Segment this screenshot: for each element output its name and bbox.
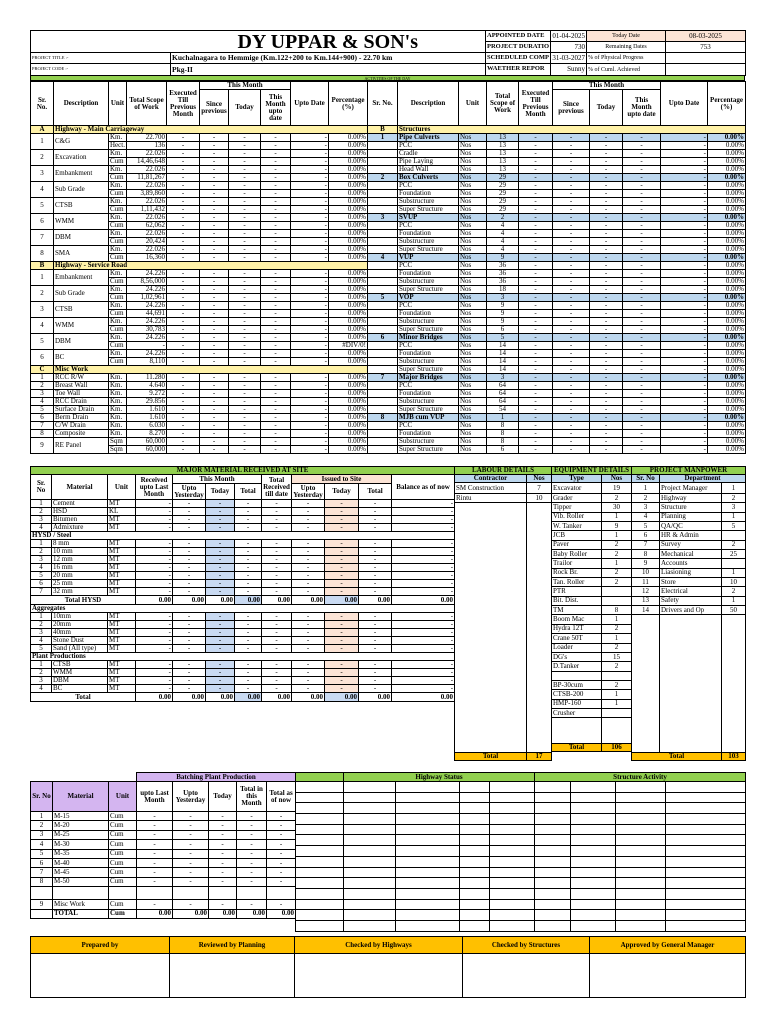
table-row: Plant Productions	[31, 653, 455, 661]
checked-highways: Checked by Highways	[295, 937, 463, 954]
table-row: 4 Sub Grade Km. 22.026 - - - - - 0.00%	[31, 182, 368, 190]
remaining-days: 753	[666, 42, 746, 53]
table-row: Cum - - - - - - #DIV/0!	[110, 341, 367, 349]
table-row: BP-30cum 2	[552, 680, 632, 689]
table-row: 8 Mechanical 25	[632, 550, 746, 559]
table-row: Sqm 60,000 - - - - - 0.00%	[110, 445, 367, 453]
table-row: A Highway - Main Carriageway	[31, 126, 368, 134]
table-row: 2 WMM MT - - - - - - - - -	[31, 669, 455, 677]
table-row: Cum 8,56,000 - - - - - 0.00%	[110, 277, 367, 285]
table-row: Boom Mac 1	[552, 615, 632, 624]
table-row: Super Structure Nos 14 - - - - - 0.00%	[368, 366, 746, 374]
table-row: 3 12 mm MT - - - - - - - - -	[31, 556, 455, 564]
status-area	[295, 772, 746, 932]
header-row: Sr. No Department	[632, 475, 746, 483]
table-row: Cum 16,360 - - - - - 0.00%	[110, 253, 367, 261]
table-row: 5 QA/QC 5	[632, 522, 746, 531]
table-row: 2 Box Culverts Nos 29 - - - - - 0.00%	[368, 174, 746, 182]
labour-table	[454, 466, 552, 761]
title-row: LABOUR DETAILS	[455, 467, 552, 475]
sign-box	[590, 954, 746, 998]
header-row: Sr. No. Description Unit Total Scope of Work Executed Till Previous Month This Month Upto Date Percentage (%)	[31, 82, 368, 90]
table-row: 7 C/W Drain Km. 6.030 - - - - - 0.00%	[31, 422, 368, 430]
table-row: 5 DBM Km. 24.226 - - - - - 0.00%	[31, 334, 368, 342]
table-row: 3 Toe Wall Km. 9.272 - - - - - 0.00%	[31, 390, 368, 398]
table-row	[296, 867, 746, 878]
table-row: 6 Berm Drain Km. 1.610 - - - - - 0.00%	[31, 414, 368, 422]
table-row: Foundation Nos 64 - - - - - 0.00%	[368, 390, 746, 398]
table-row: TM 8	[552, 606, 632, 615]
table-row	[296, 835, 746, 846]
table-row: 4 M-30 Cum - - - - -	[31, 840, 296, 849]
table-row: 4 Stone Dust MT - - - - - - - - -	[31, 637, 455, 645]
highway-progress-table	[30, 81, 368, 454]
sign-box	[170, 954, 295, 998]
table-row	[296, 888, 746, 899]
table-row: Crusher	[552, 708, 632, 717]
table-row	[296, 899, 746, 910]
table-row: 4 Admixture MT - - - - - - - - -	[31, 524, 455, 532]
table-row: 3 SVUP Nos 2 - - - - - 0.00%	[368, 214, 746, 222]
table-row: 8 SMA Km. 22.026 - - - - - 0.00%	[31, 246, 368, 254]
table-row: Cum 1,11,432 - - - - - 0.00%	[110, 205, 367, 213]
table-row: B Structures	[368, 126, 746, 134]
table-row: Super Structure Nos 54 - - - - - 0.00%	[368, 406, 746, 414]
manpower-table	[631, 466, 746, 761]
reviewed-by: Reviewed by Planning	[170, 937, 295, 954]
table-row: Total HYSD 0.00 0.00 0.00 0.00 0.00 0.00 0.00 0.00 0.00	[31, 596, 455, 605]
table-row: Super Structure Nos 4 - - - - - 0.00%	[368, 246, 746, 254]
table-row: 12 Electrical 2	[632, 587, 746, 596]
table-row: Cum 1,02,961 - - - - - 0.00%	[110, 293, 367, 301]
table-row: Tan. Roller 2	[552, 578, 632, 587]
table-row: Rintu 10	[455, 494, 552, 503]
table-row: PCC Nos 8 - - - - - 0.00%	[368, 422, 746, 430]
table-row: 3 Bitumen MT - - - - - - - - -	[31, 516, 455, 524]
table-row: 1 8 mm MT - - - - - - - - -	[31, 540, 455, 548]
table-row: 5 M-35 Cum - - - - -	[31, 849, 296, 858]
table-row: 2 M-20 Cum - - - - -	[31, 821, 296, 830]
table-row: Pipe Laying Nos 13 - - - - - 0.00%	[368, 158, 746, 166]
company-title: DY UPPAR & SON's	[171, 31, 486, 53]
title-row: PROJECT MANPOWER	[632, 467, 746, 475]
table-row: 6 Minor Bridges Nos 5 - - - - - 0.00%	[368, 334, 746, 342]
table-row: Substructure Nos 36 - - - - - 0.00%	[368, 278, 746, 286]
table-row: 2 10 mm MT - - - - - - - - -	[31, 548, 455, 556]
table-row: Excavator 19	[552, 483, 632, 494]
table-row: HMP-160 1	[552, 699, 632, 708]
title-row: Highway Status Structure Activity	[296, 773, 746, 782]
approved-by: Approved by General Manager	[590, 937, 746, 954]
table-row: 8 MJB cum VUP Nos 1 - - - - - 0.00%	[368, 414, 746, 422]
table-row: PCC Nos 64 - - - - - 0.00%	[368, 382, 746, 390]
table-row: PCC Nos 29 - - - - - 0.00%	[368, 182, 746, 190]
table-row	[296, 803, 746, 814]
table-row: Cum 30,783 - - - - - 0.00%	[110, 325, 367, 333]
table-row	[296, 814, 746, 825]
table-row: 2 Excavation Km. 22.026 - - - - - 0.00%	[31, 150, 368, 158]
table-row: 8 Composite Km. 8.270 - - - - - 0.00%	[31, 430, 368, 438]
checked-structures: Checked by Structures	[463, 937, 590, 954]
header-row: Upto Yesterday Today Total Upto Yesterday Today Total	[31, 484, 455, 500]
table-row: DG's 15	[552, 652, 632, 661]
table-row: 7 32 mm MT - - - - - - - - -	[31, 588, 455, 596]
table-row: 4 VUP Nos 9 - - - - - 0.00%	[368, 254, 746, 262]
table-row: 3 Embankment Km. 22.026 - - - - - 0.00%	[31, 166, 368, 174]
table-row: Foundation Nos 29 - - - - - 0.00%	[368, 190, 746, 198]
table-row	[296, 782, 746, 793]
table-row: 8 M-50 Cum - - - - -	[31, 877, 296, 886]
sign-box	[31, 954, 170, 998]
table-row: Cum 62,062 - - - - - 0.00%	[110, 221, 367, 229]
table-row: Crane 50T 1	[552, 634, 632, 643]
table-row: 11 Store 10	[632, 578, 746, 587]
table-row: Cum 44,691 - - - - - 0.00%	[110, 309, 367, 317]
table-row: Cum 14,46,648 - - - - - 0.00%	[110, 157, 367, 165]
table-row	[296, 824, 746, 835]
table-row: 5 CTSB Km. 22.026 - - - - - 0.00%	[31, 198, 368, 206]
header-row: Since previous Today This Month upto date	[31, 90, 368, 126]
table-row: JCB 1	[552, 531, 632, 540]
table-row: 4 WMM Km. 24.226 - - - - - 0.00%	[31, 318, 368, 326]
activities-band: ACTIVITIES OF THE DAY	[30, 75, 745, 81]
table-row: PCC Nos 13 - - - - - 0.00%	[368, 142, 746, 150]
table-row: 4 Planning 1	[632, 512, 746, 521]
prepared-by: Prepared by	[31, 937, 170, 954]
table-row: 5 Surface Drain Km. 1.610 - - - - - 0.00%	[31, 406, 368, 414]
table-row: Substructure Nos 29 - - - - - 0.00%	[368, 198, 746, 206]
today-date: 08-03-2025	[666, 31, 746, 42]
table-row: Hydra 12T 2	[552, 624, 632, 633]
header-row: Sr. No Material Unit Received upto Last Month This Month Total Received till date Issued to Site Balance as of now	[31, 475, 455, 484]
table-row: Cum 8,110 - - - - - 0.00%	[110, 357, 367, 365]
table-row: D.Tanker 2	[552, 662, 632, 671]
table-row: Foundation Nos 36 - - - - - 0.00%	[368, 270, 746, 278]
table-row: 6 HR & Admin	[632, 531, 746, 540]
table-row	[296, 846, 746, 857]
table-row	[296, 792, 746, 803]
table-row: Super Structure Nos 6 - - - - - 0.00%	[368, 446, 746, 454]
table-row: 13 Safety 1	[632, 596, 746, 605]
table-row: 2 Highway 2	[632, 494, 746, 503]
table-row: 7 Survey 2	[632, 540, 746, 549]
header-row: Type Nos	[552, 475, 632, 483]
table-row: 6 BC Km. 24.226 - - - - - 0.00%	[31, 350, 368, 358]
project-code: Pkg-II	[171, 64, 486, 76]
table-row: Grader 2	[552, 494, 632, 503]
table-row: 3 40mm MT - - - - - - - - -	[31, 629, 455, 637]
sign-box	[295, 954, 463, 998]
table-row: Total 0.00 0.00 0.00 0.00 0.00 0.00 0.00 0.00 0.00	[31, 693, 455, 702]
table-row: 3 CTSB Km. 24.226 - - - - - 0.00%	[31, 302, 368, 310]
table-row: HYSD / Steel	[31, 532, 455, 540]
table-row: 2 HSD KL - - - - - - - - -	[31, 508, 455, 516]
table-row: Substructure Nos 8 - - - - - 0.00%	[368, 438, 746, 446]
table-row: 5 Sand (All type) MT - - - - - - - - -	[31, 645, 455, 653]
table-row: 9 RE Panel Sqm 60,000 - - - - - 0.00%	[31, 438, 368, 446]
table-row: B Highway - Service Road	[31, 262, 368, 270]
table-row: Substructure Nos 14 - - - - - 0.00%	[368, 358, 746, 366]
table-row: 4 RCC Drain Km. 29.856 - - - - - 0.00%	[31, 398, 368, 406]
table-row: Vib. Roller 1	[552, 512, 632, 521]
table-row: 1 CTSB MT - - - - - - - - -	[31, 661, 455, 669]
table-row	[552, 671, 632, 680]
table-row: CTSB-200 1	[552, 690, 632, 699]
table-row: Foundation Nos 9 - - - - - 0.00%	[368, 310, 746, 318]
table-row: Loader 2	[552, 643, 632, 652]
table-row: Foundation Nos 8 - - - - - 0.00%	[368, 430, 746, 438]
table-row: Super Structure Nos 29 - - - - - 0.00%	[368, 206, 746, 214]
project-title: Kuchalnagara to Hemmige (Km.122+200 to Km.144+900) - 22.70 km	[171, 53, 486, 64]
table-row: 14 Drivers and Op 50	[632, 606, 746, 615]
table-row: Super Structure Nos 18 - - - - - 0.00%	[368, 286, 746, 294]
header-row: Sr. No Material Unit upto Last Month Upto Yesterday Today Total in this Month Total as of now	[31, 782, 296, 812]
table-row: 7 M-45 Cum - - - - -	[31, 868, 296, 877]
table-row: 4 16 mm MT - - - - - - - - -	[31, 564, 455, 572]
table-row: Cradle Nos 13 - - - - - 0.00%	[368, 150, 746, 158]
structures-progress-table	[367, 81, 746, 454]
table-row: PCC Nos 4 - - - - - 0.00%	[368, 222, 746, 230]
table-row: W. Tanker 9	[552, 522, 632, 531]
table-row: 5 20 mm MT - - - - - - - - -	[31, 572, 455, 580]
header-row: Since previous Today This Month upto date	[368, 90, 746, 126]
header-row: Sr. No. Description Unit Total Scope of Work Executed Till Previous Month This Month Upto Date Percentage (%)	[368, 82, 746, 90]
table-row: Super Structure Nos 6 - - - - - 0.00%	[368, 326, 746, 334]
header-row: Contractor Nos	[455, 475, 552, 483]
table-row: 7 DBM Km. 22.026 - - - - - 0.00%	[31, 230, 368, 238]
total-row: Total 17	[455, 753, 552, 761]
table-row: Substructure Nos 4 - - - - - 0.00%	[368, 238, 746, 246]
structural-concrete-table	[30, 772, 296, 919]
table-row: Bit. Dist.	[552, 596, 632, 605]
table-row: Cum 11,81,267 - - - - - 0.00%	[110, 173, 367, 181]
table-row: Foundation Nos 4 - - - - - 0.00%	[368, 230, 746, 238]
table-row: Paver 2	[552, 540, 632, 549]
table-row	[296, 920, 746, 931]
table-row: 6 M-40 Cum - - - - -	[31, 858, 296, 867]
sign-box	[463, 954, 590, 998]
title-row: EQUIPMENT DETAILS	[552, 467, 632, 475]
table-row: 6 25 mm MT - - - - - - - - -	[31, 580, 455, 588]
table-row: Cum 20,424 - - - - - 0.00%	[110, 237, 367, 245]
table-row: 3 DBM MT - - - - - - - - -	[31, 677, 455, 685]
table-row	[296, 910, 746, 921]
table-row: PCC Nos 9 - - - - - 0.00%	[368, 302, 746, 310]
title-row: MAJOR MATERIAL RECEIVED AT SITE	[31, 467, 455, 475]
table-row: 9 Misc Work Cum - - - - -	[31, 900, 296, 909]
total-row: Total 103	[632, 753, 746, 761]
table-row: 2 Sub Grade Km. 24.226 - - - - - 0.00%	[31, 286, 368, 294]
table-row: 1 M-15 Cum - - - - -	[31, 812, 296, 821]
table-row: 1 10mm MT - - - - - - - - -	[31, 613, 455, 621]
table-row: Trailor 1	[552, 559, 632, 568]
weather: Sunny	[551, 64, 587, 76]
table-row: 1 Project Manager 1	[632, 483, 746, 494]
table-row: Tipper 30	[552, 503, 632, 512]
table-row: Baby Roller 2	[552, 550, 632, 559]
signature-table	[30, 936, 746, 998]
table-row: 10 Liasioning 1	[632, 568, 746, 577]
table-row: SM Construction 7	[455, 483, 552, 494]
table-row: 2 Breast Wall Km. 4.640 - - - - - 0.00%	[31, 382, 368, 390]
material-table	[30, 466, 455, 702]
table-row: 9 Accounts	[632, 559, 746, 568]
table-row: Cum 3,89,860 - - - - - 0.00%	[110, 189, 367, 197]
table-row: Hect. 136 - - - - - 0.00%	[110, 141, 367, 149]
table-row: PCC Nos 36 - - - - - 0.00%	[368, 262, 746, 270]
table-row: 7 Major Bridges Nos 3 - - - - - 0.00%	[368, 374, 746, 382]
table-row: C Misc Work	[31, 366, 368, 374]
table-row: Foundation Nos 14 - - - - - 0.00%	[368, 350, 746, 358]
title-row: Batching Plant Production	[31, 773, 296, 782]
table-row: 1 Embankment Km. 24.226 - - - - - 0.00%	[31, 270, 368, 278]
table-row	[31, 887, 296, 900]
table-row: Aggregates	[31, 605, 455, 613]
table-row	[296, 878, 746, 889]
table-row: 1 Pipe Culverts Nos 13 - - - - - 0.00%	[368, 134, 746, 142]
table-row: 4 BC MT - - - - - - - - -	[31, 685, 455, 693]
table-row: Rock Br. 2	[552, 568, 632, 577]
table-row: Substructure Nos 64 - - - - - 0.00%	[368, 398, 746, 406]
table-row: 3 M-25 Cum - - - - -	[31, 830, 296, 839]
table-row: 2 20mm MT - - - - - - - - -	[31, 621, 455, 629]
total-row: TOTAL Cum 0.00 0.00 0.00 0.00 0.00	[31, 909, 296, 918]
table-row: Head Wall Nos 13 - - - - - 0.00%	[368, 166, 746, 174]
table-row: 1 RCC R/W Km. 11.280 - - - - - 0.00%	[31, 374, 368, 382]
table-row: Substructure Nos 9 - - - - - 0.00%	[368, 318, 746, 326]
table-row: 5 VOP Nos 3 - - - - - 0.00%	[368, 294, 746, 302]
table-row	[296, 856, 746, 867]
table-row: 1 Cement MT - - - - - - - - -	[31, 500, 455, 508]
table-row: 6 WMM Km. 22.026 - - - - - 0.00%	[31, 214, 368, 222]
table-row: 1 C&G Km. 22.700 - - - - - 0.00%	[31, 134, 368, 142]
table-row: 3 Structure 3	[632, 503, 746, 512]
report-header: DY UPPAR & SON's APPOINTED DATE 01-04-2025 Today Date 08-03-2025 PROJECT DURATIO 730 Remaining Dates 753 PROJECT TITLE :- Kuchalnagara to Hemmige (Km.122+200 to Km.144+900) - 22.70 km SCHEDULED COMP 31-03-2027 % of Physical Progress PROJECT CODE :- Pkg-II WAETHER REPOR Sunny % of Cuml. Achieved	[30, 30, 746, 76]
table-row: PCC Nos 14 - - - - - 0.00%	[368, 342, 746, 350]
equipment-table	[551, 466, 632, 752]
total-row: Total 106	[552, 744, 632, 752]
table-row: PTR	[552, 587, 632, 596]
